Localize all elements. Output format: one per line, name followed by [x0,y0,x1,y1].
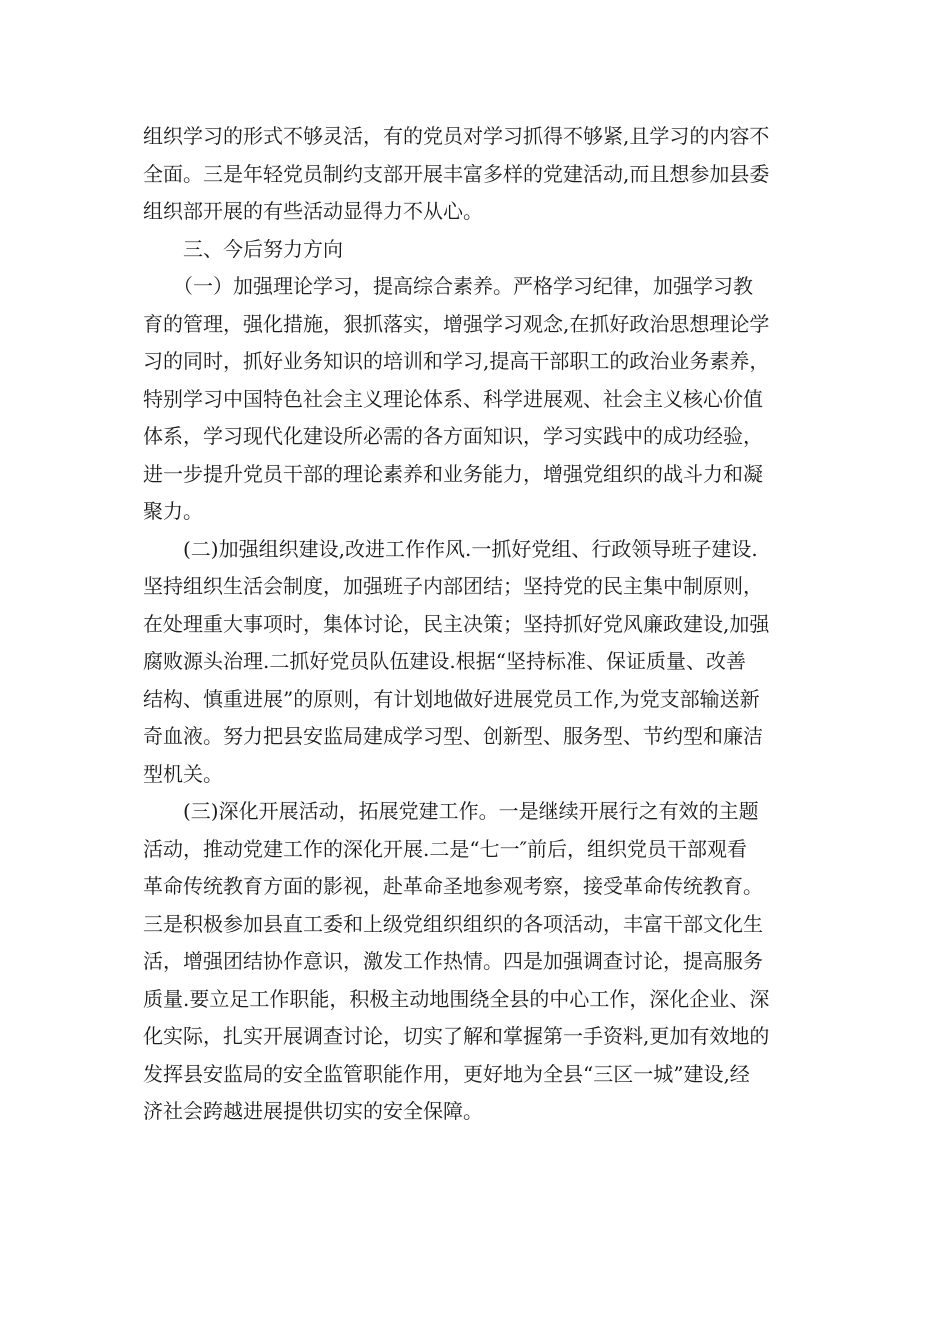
paragraph-organization-building: (二)加强组织建设,改进工作作风.一抓好党组、行政领导班子建设. 坚持组织生活会制度，加强班子内部团结；坚持党的民主集中制原则， 在处理重大事项时，集体讨论，民主决策；坚持抓好党风廉政建设,加强 腐败源头治理.二抓好党员队伍建设.根据“坚持标准、保证质量、改善 结构、慎重进展”的原则，有计划地做好进展党员工作,为党支部输送新 奇血液。努力把县安监局建成学习型、创新型、服务型、节约型和廉洁 型机关。 [143,536,770,786]
paragraph-continuation: 组织学习的形式不够灵活，有的党员对学习抓得不够紧,且学习的内容不 全面。三是年轻党员制约支部开展丰富多样的党建活动,而且想参加县委 组织部开展的有些活动显得力不从心。 [143,124,770,223]
paragraph-deepen-activities: (三)深化开展活动，拓展党建工作。一是继续开展行之有效的主题 活动，推动党建工作的深化开展.二是“七一″前后，组织党员干部观看 革命传统教育方面的影视，赴革命圣地参观考察，接受革命传统教育。 三是积极参加县直工委和上级党组织组织的各项活动，丰富干部文化生 活，增强团结协作意识，激发工作热情。四是加强调查讨论，提高服务 质量.要立足工作职能，积极主动地围绕全县的中心工作，深化企业、深 化实际，扎实开展调查讨论，切实了解和掌握第一手资料,更加有效地的 发挥县安监局的安全监管职能作用，更好地为全县“三区一城”建设,经 济社会跨越进展提供切实的安全保障。 [143,799,770,1123]
document-body [143,118,803,1131]
section-heading-future-direction: 三、今后努力方向 [143,236,343,261]
paragraph-theory-study: （一）加强理论学习，提高综合素养。严格学习纪律，加强学习教 育的管理，强化措施，狠抓落实，增强学习观念,在抓好政治思想理论学 习的同时，抓好业务知识的培训和学习,提高干部职工的政治业务素养， 特别学习中国特色社会主义理论体系、科学进展观、社会主义核心价值 体系，学习现代化建设所必需的各方面知识，学习实践中的成功经验， 进一步提升党员干部的理论素养和业务能力，增强党组织的战斗力和凝 聚力。 [143,274,770,523]
